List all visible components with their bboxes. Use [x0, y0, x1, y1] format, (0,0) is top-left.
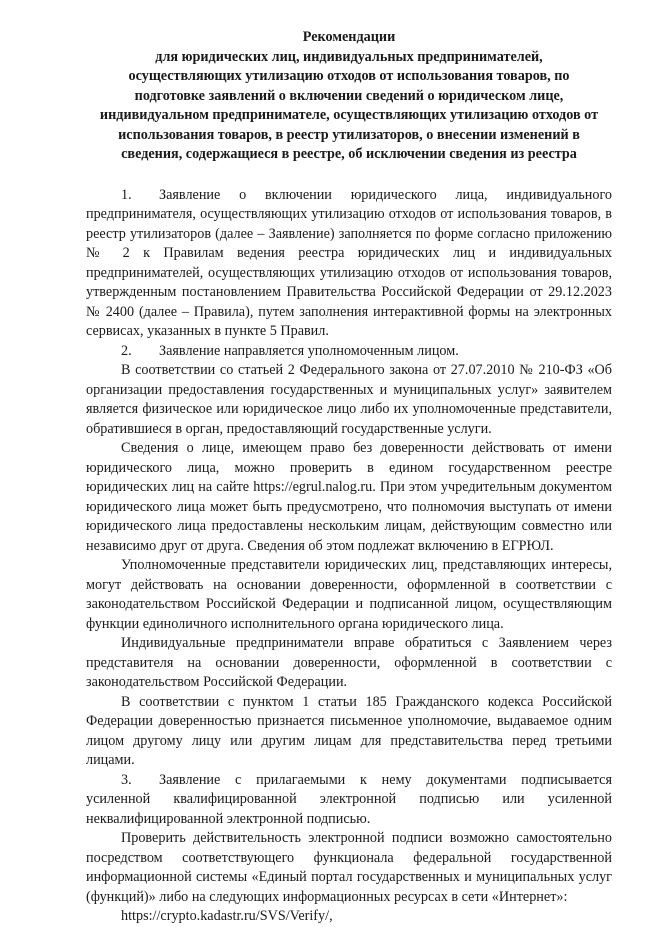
paragraph-number: 2. — [121, 342, 132, 359]
paragraph-text: Уполномоченные представители юридических лиц, представляющих интересы, могут действовать на основании доверенности, оформленной в соответствии с законодательством Российской Федерации и подписанной лицом, осуществляющим функции единоличного исполнительного органа юридического лица. — [86, 557, 612, 632]
title-line: Рекомендации — [302, 29, 396, 45]
paragraph-text: Заявление о включении юридического лица, индивидуального предпринимателя, осуществляющих утилизацию отходов от использования товаров, в реестр утилизаторов (далее – Заявление) заполняется по форме согласно приложению № 2 к Правилам ведения реестра юридических лиц и индивидуальных предпринимателей, осуществляющих утилизацию отходов от использования товаров, утвержденным постановлением Правительства Российской Федерации от 29.12.2023 № 2400 (далее – Правила), путем заполнения интерактивной формы на электронных сервисах, указанных в пункте 5 Правил. — [86, 186, 612, 339]
paragraph-text: Индивидуальные предприниматели вправе обратиться с Заявлением через представителя на основании доверенности, оформленной в соответствии с законодательством Российской Федерации. — [86, 635, 612, 690]
paragraph-egrul-check — [86, 439, 612, 556]
paragraph-1 — [86, 186, 612, 342]
verification-url: https://crypto.kadastr.ru/SVS/Verify/, — [121, 908, 333, 924]
paragraph-text: Заявление с прилагаемыми к нему документами подписывается усиленной квалифицированной электронной подписью или усиленной неквалифицированной электронной подписью. — [86, 771, 612, 827]
paragraph-text: В соответствии с пунктом 1 статьи 185 Гражданского кодекса Российской Федерации доверенностью признается письменное уполномочие, выдаваемое одним лицом другому лицу или другим лицам для представительства перед третьими лицами. — [86, 693, 612, 768]
paragraph-entrepreneurs — [86, 634, 612, 693]
paragraph-text: Заявление направляется уполномоченным лицом. — [159, 342, 459, 359]
title-line: использования товаров, в реестр утилизаторов, о внесении изменений в — [118, 126, 580, 143]
title-line: подготовке заявлений о включении сведений о юридическом лице, — [134, 87, 564, 104]
paragraph-civil-code — [86, 693, 612, 771]
paragraph-text: Сведения о лице, имеющем право без доверенности действовать от имени юридического лица, можно проверить в едином государственном реестре юридических лиц на сайте https://egrul.nalog.ru. При этом учредительным документом юридического лица может быть предусмотрено, что полномочия выступать от имени юридического лица предоставлены нескольким лицам, действующим совместно или независимо друг от друга. Сведения об этом подлежат включению в ЕГРЮЛ. — [86, 440, 612, 554]
title-line: осуществляющих утилизацию отходов от использования товаров, по — [128, 68, 570, 84]
document-body — [86, 186, 612, 927]
title-line: для юридических лиц, индивидуальных предпринимателей, — [155, 48, 543, 65]
paragraph-number: 3. — [121, 771, 132, 788]
document-title — [86, 28, 612, 165]
paragraph-legal-representatives — [86, 556, 612, 634]
paragraph-signature-check — [86, 829, 612, 907]
title-line: сведения, содержащиеся в реестре, об исключении сведения из реестра — [121, 146, 577, 162]
paragraph-applicant-definition — [86, 361, 612, 439]
title-line: индивидуальном предпринимателе, осуществляющих утилизацию отходов от — [99, 107, 599, 123]
paragraph-number: 1. — [121, 186, 132, 203]
paragraph-3 — [86, 771, 612, 830]
paragraph-text: Проверить действительность электронной подписи возможно самостоятельно посредством соответствующего функционала федеральной государственной информационной системы «Единый портал государственных и муниципальных услуг (функций)» либо на следующих информационных ресурсах в сети «Интернет»: — [86, 830, 612, 905]
paragraph-2 — [86, 342, 612, 362]
paragraph-text: В соответствии со статьей 2 Федерального закона от 27.07.2010 № 210-ФЗ «Об организации предоставления государственных и муниципальных услуг» заявителем является физическое или юридическое лицо либо их уполномоченные представители, обратившиеся в орган, предоставляющий государственные услуги. — [86, 362, 612, 437]
